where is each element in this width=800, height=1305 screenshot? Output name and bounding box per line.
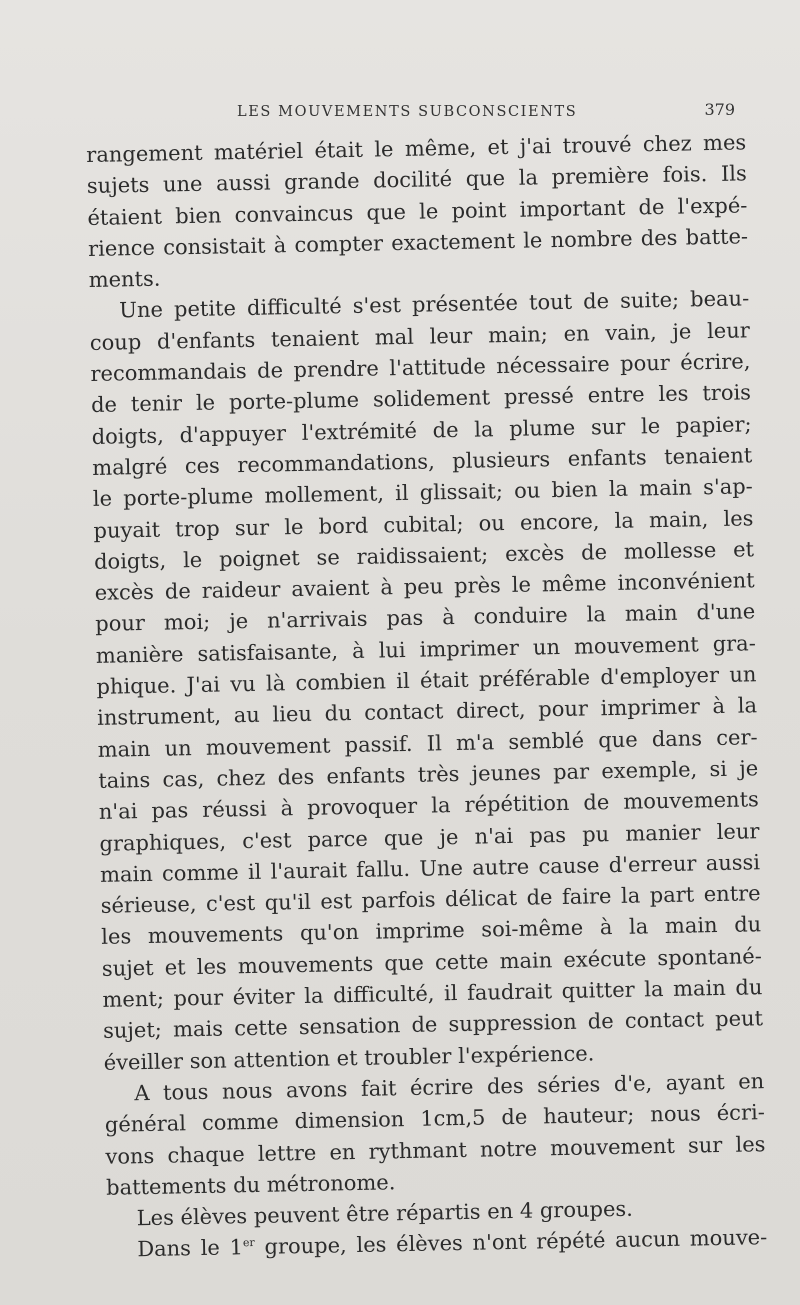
text-line: sujet et les mouvements que cette main exécute spontané- [101, 943, 763, 981]
text-line: pour moi; je n'arrivais pas à conduire la main d'une [95, 599, 756, 637]
text-line: Les élèves peuvent être répartis en 4 groupes. [136, 1196, 634, 1231]
text-line: manière satisfaisante, à lui imprimer un mouvement gra- [95, 630, 757, 668]
text-line: main un mouvement passif. Il m'a semblé que dans cer- [97, 724, 758, 762]
text-line: puyait trop sur le bord cubital; ou encore, la main, les [93, 505, 754, 543]
text-line: ments. [88, 266, 161, 293]
text-line: tains cas, chez des enfants très jeunes par exemple, si je [98, 756, 759, 793]
text-line: graphiques, c'est parce que je n'ai pas pu manier leur [99, 818, 760, 856]
ordinal-superscript: er [242, 1236, 255, 1250]
text-line: malgré ces recommandations, plusieurs enfants tenaient [92, 443, 753, 480]
text-line: battements du métronome. [105, 1170, 396, 1200]
text-line: vons chaque lettre en rythmant notre mouvement sur les [105, 1131, 766, 1169]
text-line: excès de raideur avaient à peu près le même inconvénient [94, 568, 755, 606]
text-line: le porte-plume mollement, il glissait; ou bien la main s'ap- [92, 474, 754, 512]
text-line: A tous nous avons fait écrire des séries d'e, ayant en [134, 1069, 765, 1106]
text-line: phique. J'ai vu là combien il était préférable d'employer un [96, 662, 757, 699]
text-line: ment; pour éviter la difficulté, il faudrait quitter la main du [102, 975, 763, 1012]
text-line: rience consistait à compter exactement le nombre des batte- [87, 224, 749, 261]
text-line: Une petite difficulté s'est présentée tout de suite; beau- [119, 286, 750, 323]
text-fragment: groupe, les élèves n'ont répété aucun mouve- [254, 1225, 768, 1260]
text-line: sérieuse, c'est qu'il est parfois délicat de faire la part entre [100, 881, 761, 918]
text-line: sujet; mais cette sensation de suppression de contact peut [102, 1006, 764, 1044]
text-line: n'ai pas réussi à provoquer la répétition de mouvements [98, 787, 760, 825]
text-line: doigts, d'appuyer l'extrémité de la plume sur le papier; [91, 411, 752, 449]
text-line: doigts, le poignet se raidissaient; excès de mollesse et [93, 537, 755, 574]
text-line: main comme il l'aurait fallu. Une autre cause d'erreur aussi [99, 850, 761, 887]
text-line: de tenir le porte-plume solidement pressé entre les trois [90, 380, 752, 418]
text-line: coup d'enfants tenaient mal leur main; en vain, je leur [89, 318, 751, 355]
text-line: rangement matériel était le même, et j'ai trouvé chez mes [86, 130, 747, 167]
text-line: général comme dimension 1cm,5 de hauteur; nous écri- [104, 1100, 766, 1138]
text-line: instrument, au lieu du contact direct, pour imprimer à la [96, 693, 758, 731]
text-line: sujets une aussi grande docilité que la première fois. Ils [86, 161, 747, 199]
running-head [85, 100, 745, 130]
text-line: recommandais de prendre l'attitude nécessaire pour écrire, [90, 349, 751, 387]
running-title: LES MOUVEMENTS SUBCONSCIENTS [237, 104, 578, 120]
page-number: 379 [704, 100, 735, 119]
text-line: les mouvements qu'on imprime soi-même à la main du [101, 912, 762, 950]
text-line: éveiller son attention et troubler l'expérience. [103, 1041, 595, 1075]
text-line: étaient bien convaincus que le point important de l'expé- [87, 192, 748, 230]
body-text [86, 127, 768, 1266]
text-fragment: Dans le 1 [137, 1235, 244, 1262]
